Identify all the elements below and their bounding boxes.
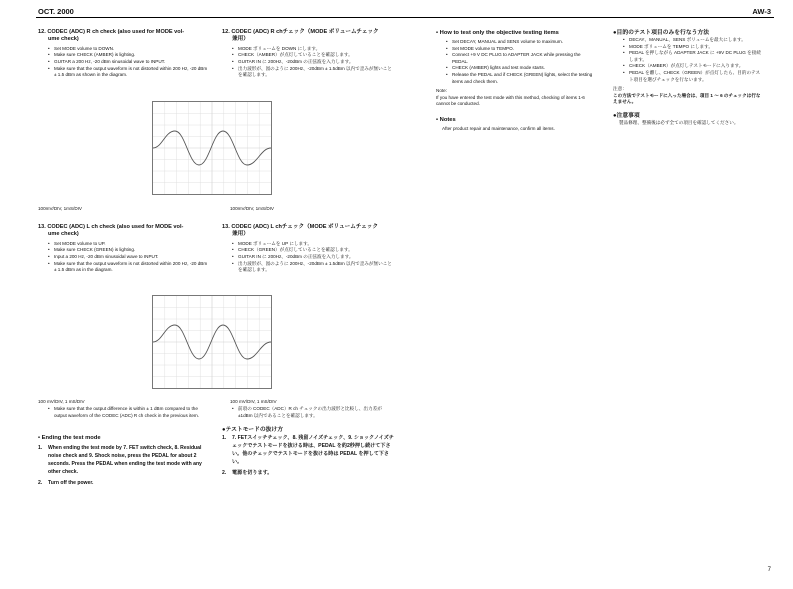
ending-test-mode-en — [38, 434, 216, 490]
ending-test-mode-jp — [222, 426, 398, 480]
header-rule — [36, 17, 774, 18]
note-label: 注意： — [613, 86, 627, 92]
objective-tests-en — [436, 29, 598, 133]
note-label: Note: — [436, 88, 447, 94]
list-item: 2. Turn off the power. — [38, 480, 94, 486]
list-item: • PEDAL を押しながら ADAPTER JACK に +9V DC PLUG を接続します。 — [623, 50, 763, 63]
list-item: • 前項の CODEC（ADC）R ch チェックの出力波形と比較し、出力差が ±1dBm 以内であることを確認します。 — [232, 406, 392, 419]
note-text: If you have entered the test mode with this method, checking of items 1-6 cannot be conducted. — [436, 94, 585, 107]
section-13-compare-jp — [222, 406, 392, 419]
bullet-icon: ● — [222, 427, 226, 433]
list-item: • Set MODE volume to DOWN. — [48, 46, 208, 53]
header-model: AW-3 — [752, 7, 771, 16]
notes-text: 製品修理、整備後は必ず全ての項目を確認してください。 — [619, 119, 739, 125]
section-12-list — [38, 46, 208, 79]
list-item: • Make sure that the output waveform is not distorted within 200 Hz, -20 dBm ± 1.5 dBm as shown in the diagram. — [48, 66, 208, 79]
section-13-title: 13. CODEC (ADC) L ch check (also used for MODE vol- ume check) — [38, 224, 184, 238]
notes-text: After product repair and maintenance, confirm all items. — [442, 125, 555, 131]
section-heading: • Ending the test mode — [38, 434, 216, 442]
section-13-en — [38, 224, 208, 274]
list-item: • CHECK (AMBER) lights and test mode starts. — [446, 65, 598, 72]
section-12-title: 12. CODEC (ADC) R ch check (also used for MODE vol- ume check) — [38, 29, 185, 43]
list-item: • CHECK（GREEN）が点灯していることを確認します。 — [232, 247, 392, 254]
bullet-icon: ● — [613, 30, 617, 36]
section-13-list — [38, 241, 208, 274]
section-heading: ●注意事項 — [613, 112, 640, 119]
list-item: • Make sure CHECK (GREEN) is lighting. — [48, 247, 208, 254]
list-item: • Make sure that the output waveform is not distorted within 200 Hz, -20 dBm ± 1.5 dBm as in the diagram. — [48, 261, 208, 274]
list-item: • Make sure that the output difference is within ± 1 dBm compared to the output waveform of the CODEC (ADC) R ch check in the previous item. — [48, 406, 208, 419]
list-item: • GUITAR a 200 Hz, -20 dBm sinusoidal wave to INPUT. — [48, 59, 208, 66]
list-item: • CHECK（AMBER）が点灯していることを確認します。 — [232, 52, 392, 59]
list-item: • Set DECAY, MANUAL and SENS volume to maximum. — [446, 39, 598, 46]
list-item: • 出力波形が、図のように 200Hz、-20dBm ± 1.5dBm 以内で歪みが無いことを確認します。 — [232, 66, 392, 79]
list-item: • MODE ボリュームを DOWN にします。 — [232, 46, 392, 53]
list-item: • GUITAR IN に 200Hz、-20dBm の正弦波を入力します。 — [232, 59, 392, 66]
section-heading: ●目的のテスト項目のみを行なう方法 — [613, 30, 710, 36]
header-date: OCT. 2000 — [38, 7, 74, 16]
scope-caption-right: 100mV/DIV, 1mS/DIV — [230, 206, 274, 211]
list-item: • 出力波形が、図のように 200Hz、-20dBm ± 1.5dBm 以内で歪みが無いことを確認します。 — [232, 261, 392, 274]
list-item: 1. 7. FETスイッチチェック、8. 残留ノイズチェック、9. ショックノイズチェックでテストモードを抜ける時は、PEDAL を約2秒押し続けて下さい。他のチェックでテストモードを抜ける時は PEDAL を押して下さい。 — [222, 435, 394, 465]
section-heading: • How to test only the objective testing items — [436, 29, 598, 37]
list-item: • MODE ボリュームを TEMPO にします。 — [623, 44, 763, 51]
section-12-jp-list — [222, 46, 392, 79]
oscilloscope-waveform-rch — [152, 101, 272, 195]
list-item: • Connect +9 V DC PLUG to ADAPTER JACK while pressing the PEDAL. — [446, 52, 598, 65]
list-item: 1. When ending the test mode by 7. FET switch check, 8. Residual noise check and 9. Shock noise, press the PEDAL for about 2 seconds. Press the PEDAL when ending the test mode with any other check. — [38, 445, 202, 475]
section-12-en — [38, 29, 208, 79]
scope-caption-left: 100mV/DIV, 1mS/DIV — [38, 206, 82, 211]
note-text: この方法でテストモードに入った場合は、項目 1 ～ 6 のチェックは行なえません。 — [613, 92, 761, 105]
list-item: • MODE ボリュームを UP にします。 — [232, 241, 392, 248]
list-item: • DECAY、MANUAL、SENS ボリュームを最大にします。 — [623, 37, 763, 44]
section-13-jp-list — [222, 241, 392, 274]
section-heading: • Notes — [436, 116, 598, 124]
section-13-jp-title: 13. CODEC (ADC) L chチェック（MODE ボリュームチェック 兼用） — [222, 224, 378, 238]
list-item: • Release the PEDAL and if CHECK (GREEN) lights, select the testing items and check them. — [446, 72, 598, 85]
sine-waveform-graphic — [153, 102, 271, 194]
page-number: 7 — [767, 567, 771, 573]
section-12-jp — [222, 29, 392, 79]
list-item: • Make sure CHECK (AMBER) is lighting. — [48, 52, 208, 59]
list-item: 2. 電源を切ります。 — [222, 470, 273, 476]
objective-tests-jp — [613, 29, 763, 127]
list-item: • Set MODE volume to TEMPO. — [446, 46, 598, 53]
section-heading: ●テストモードの抜け方 — [222, 427, 284, 433]
section-13-compare-en — [38, 406, 208, 419]
list-item: • GUITAR IN に 200Hz、-20dBm の正弦波を入力します。 — [232, 254, 392, 261]
list-item: • Input a 200 Hz, -20 dBm sinusoidal wave to INPUT. — [48, 254, 208, 261]
bullet-icon: ● — [613, 112, 617, 119]
section-12-jp-title: 12. CODEC (ADC) R chチェック（MODE ボリュームチェック 兼用） — [222, 29, 379, 43]
scope-caption-left: 100 mV/DIV, 1 mS/DIV — [38, 399, 85, 404]
list-item: • CHECK（AMBER）が点灯しテストモードに入ります。 — [623, 63, 763, 70]
sine-waveform-graphic — [153, 296, 271, 388]
section-13-jp — [222, 224, 392, 274]
list-item: • PEDAL を離し、CHECK（GREEN）が点灯したら、目的のテスト項目を選びチェックを行ないます。 — [623, 70, 763, 83]
scope-caption-right: 100 mV/DIV, 1 mS/DIV — [230, 399, 277, 404]
list-item: • Set MODE volume to UP. — [48, 241, 208, 248]
oscilloscope-waveform-lch — [152, 295, 272, 389]
